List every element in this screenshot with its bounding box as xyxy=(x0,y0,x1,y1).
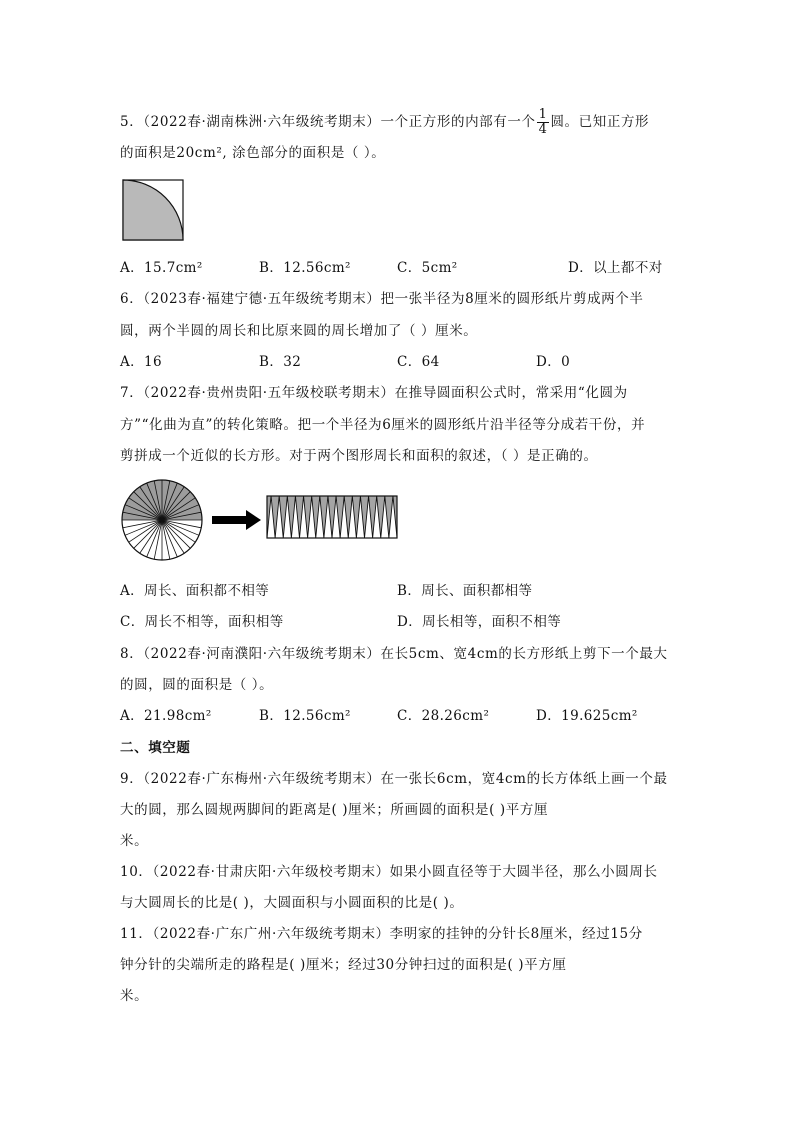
q8-line-2: 的圆，圆的面积是（ ）。 xyxy=(120,677,274,693)
q7-arrow-figure xyxy=(212,509,262,531)
q8-option-c[interactable]: C．28.26cm² xyxy=(397,708,490,724)
q6-line-2: 圆，两个半圆的周长和比原来圆的周长增加了（ ）厘米。 xyxy=(120,323,478,339)
q9-line-3: 米。 xyxy=(120,833,149,849)
q6-option-d[interactable]: D．0 xyxy=(536,354,571,370)
q8-line-1: 8．（2022春·河南濮阳·六年级统考期末）在长5cm、宽4cm的长方形纸上剪下一个最大 xyxy=(120,646,668,662)
q5-text-pre: 5．（2022春·湖南株洲·六年级统考期末）一个正方形的内部有一个 xyxy=(120,114,536,130)
q5-line-1 xyxy=(120,108,649,137)
q5-text-post: 圆。已知正方形 xyxy=(550,114,650,130)
section-2-title: 二、填空题 xyxy=(120,740,191,756)
q8-option-d[interactable]: D．19.625cm² xyxy=(536,708,638,724)
q5-fraction xyxy=(537,108,550,137)
q9-line-1: 9．（2022春·广东梅州·六年级统考期末）在一张长6cm，宽4cm的长方体纸上画一个最 xyxy=(120,771,668,787)
q7-divided-circle-figure xyxy=(120,478,204,562)
q8-option-b[interactable]: B．12.56cm² xyxy=(259,708,351,724)
q9-line-2: 大的圆，那么圆规两脚间的距离是( )厘米；所画圆的面积是( )平方厘 xyxy=(120,802,549,818)
q11-line-2: 钟分针的尖端所走的路程是( )厘米；经过30分钟扫过的面积是( )平方厘 xyxy=(120,957,567,973)
q5-option-b[interactable]: B．12.56cm² xyxy=(259,260,351,276)
q6-option-b[interactable]: B．32 xyxy=(259,354,302,370)
q5-option-c[interactable]: C．5cm² xyxy=(397,260,458,276)
q7-line-2: 方”“化曲为直”的转化策略。把一个半径为6厘米的圆形纸片沿半径等分成若干份，并 xyxy=(120,417,646,433)
q11-line-3: 米。 xyxy=(120,988,149,1004)
q10-line-2: 与大圆周长的比是( )，大圆面积与小圆面积的比是( )。 xyxy=(120,895,464,911)
q7-line-3: 剪拼成一个近似的长方形。对于两个图形周长和面积的叙述，（ ）是正确的。 xyxy=(120,448,598,464)
q7-line-1: 7．（2022春·贵州贵阳·五年级校联考期末）在推导圆面积公式时，常采用“化圆为 xyxy=(120,385,628,401)
q5-fraction-denominator: 4 xyxy=(538,122,548,137)
q5-line-2: 的面积是20cm², 涂色部分的面积是（ ）。 xyxy=(120,145,386,161)
q5-option-a[interactable]: A．15.7cm² xyxy=(120,260,203,276)
q7-option-a[interactable]: A．周长、面积都不相等 xyxy=(120,583,270,599)
q7-option-d[interactable]: D．周长相等，面积不相等 xyxy=(397,614,562,630)
q7-option-c[interactable]: C．周长不相等，面积相等 xyxy=(120,614,284,630)
q5-fraction-numerator: 1 xyxy=(538,107,548,122)
q6-option-c[interactable]: C．64 xyxy=(397,354,440,370)
q10-line-1: 10．（2022春·甘肃庆阳·六年级校考期末）如果小圆直径等于大圆半径，那么小圆周长 xyxy=(120,864,658,880)
q11-line-1: 11．（2022春·广东广州·六年级统考期末）李明家的挂钟的分针长8厘米，经过15分 xyxy=(120,926,643,942)
q7-approximate-rectangle-figure xyxy=(265,494,399,540)
q7-option-b[interactable]: B．周长、面积都相等 xyxy=(397,583,533,599)
q6-option-a[interactable]: A．16 xyxy=(120,354,163,370)
q8-option-a[interactable]: A．21.98cm² xyxy=(120,708,212,724)
q5-quarter-circle-figure xyxy=(122,179,184,241)
q6-line-1: 6．（2023春·福建宁德·五年级统考期末）把一张半径为8厘米的圆形纸片剪成两个半 xyxy=(120,291,644,307)
q5-option-d[interactable]: D．以上都不对 xyxy=(568,260,663,276)
